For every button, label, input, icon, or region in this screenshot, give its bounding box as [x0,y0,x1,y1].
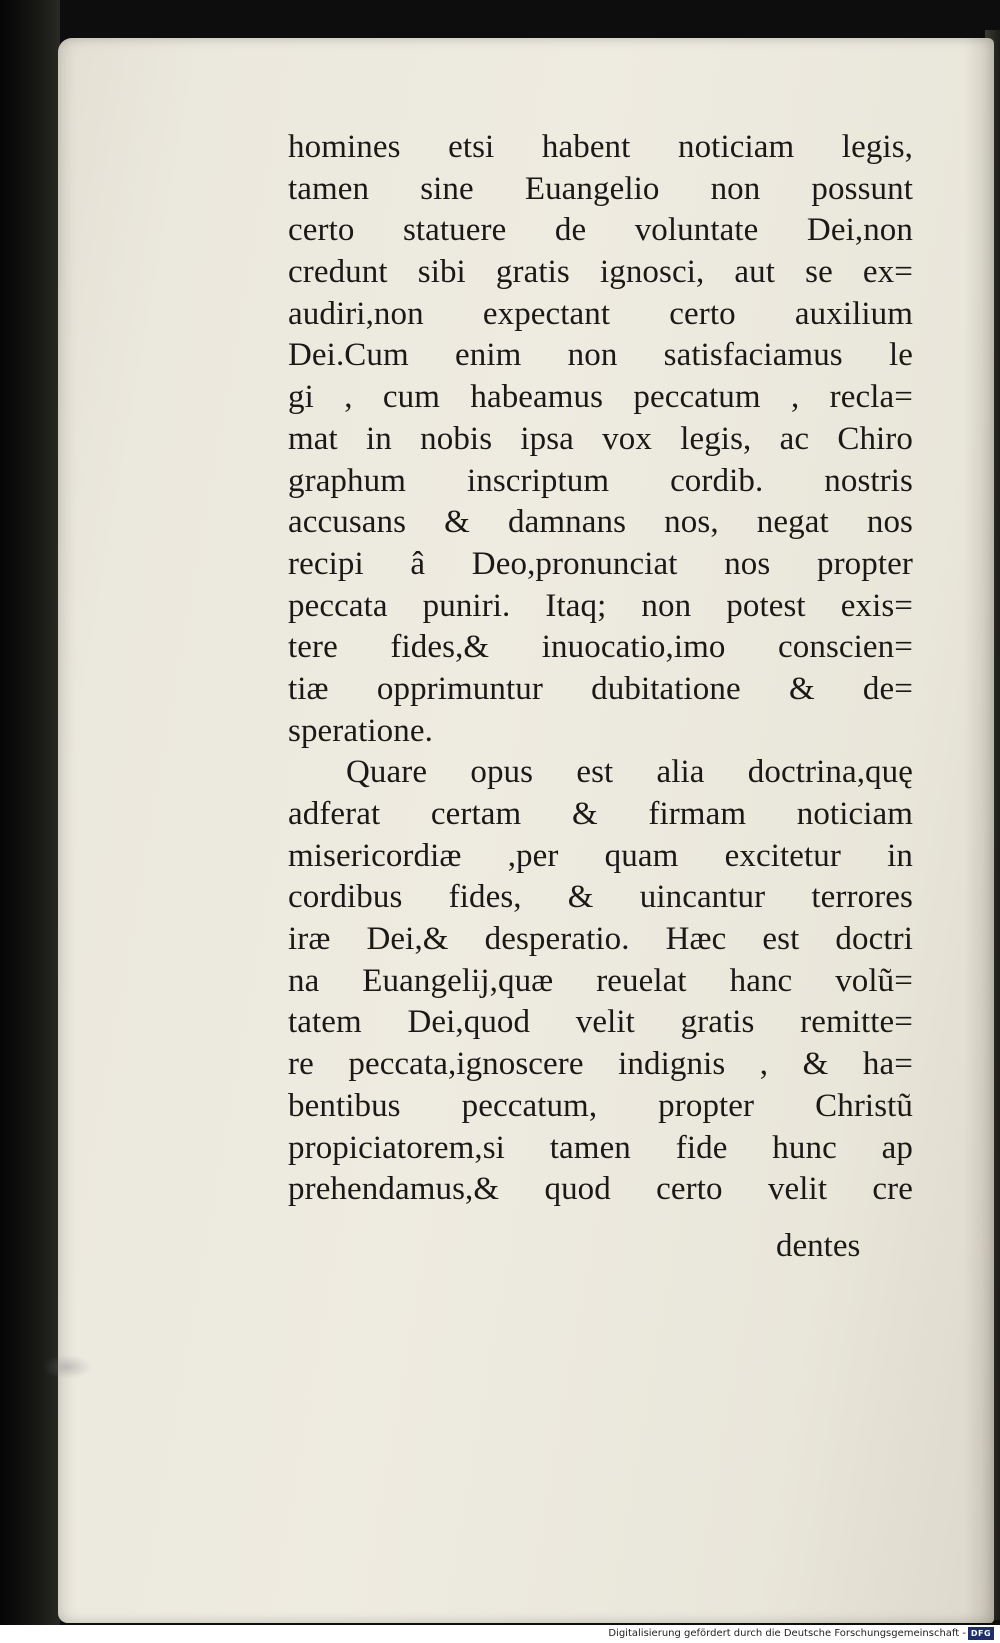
catchword: dentes [776,1228,861,1264]
text-line-3: certo statuere de voluntate Dei,non [288,212,913,249]
text-line-17: adferat certam & firmam noticiam [288,796,913,832]
text-line-22: tatem Dei,quod velit gratis remitte= [288,1004,913,1041]
text-line-1: homines etsi habent noticiam legis, [288,129,913,165]
text-line-9: graphum inscriptum cordib. nostris [288,462,913,499]
text-line-6: Dei.Cum enim non satisfaciamus le [288,337,913,374]
text-line-21: na Euangelij,quæ reuelat hanc volũ= [288,962,913,999]
text-line-26: prehendamus,& quod certo velit cre [288,1171,913,1208]
text-line-12: peccata puniri. Itaq; non potest exis= [288,587,913,624]
binding-shadow [0,0,60,1643]
dfg-logo: DFG [968,1627,994,1640]
footer-credit: Digitalisierung gefördert durch die Deutsche Forschungsgemeinschaft - [608,1628,966,1639]
text-line-18: misericordiæ ,per quam excitetur in [288,837,913,874]
text-line-24: bentibus peccatum, propter Christũ [288,1087,913,1124]
text-line-8: mat in nobis ipsa vox legis, ac Chiro [288,420,913,457]
text-line-4: credunt sibi gratis ignosci, aut se ex= [288,254,913,291]
text-line-19: cordibus fides, & uincantur terrores [288,879,913,916]
text-line-7: gi , cum habeamus peccatum , recla= [288,379,913,416]
text-line-5: audiri,non expectant certo auxilium [288,295,913,332]
paper-speck [42,1355,92,1379]
text-line-16: Quare opus est alia doctrina,quę [346,754,913,791]
text-line-13: tere fides,& inuocatio,imo conscien= [288,629,913,666]
text-line-20: iræ Dei,& desperatio. Hæc est doctri [288,921,913,958]
page-text [288,127,913,1211]
text-line-25: propiciatorem,si tamen fide hunc ap [288,1129,913,1166]
page-gutter [964,38,994,1623]
text-line-15: speratione. [288,712,433,749]
text-line-2: tamen sine Euangelio non possunt [288,170,913,207]
text-line-11: recipi â Deo,pronunciat nos propter [288,545,913,582]
text-line-23: re peccata,ignoscere indignis , & ha= [288,1046,913,1083]
text-line-14: tiæ opprimuntur dubitatione & de= [288,670,913,707]
text-line-10: accusans & damnans nos, negat nos [288,504,913,541]
